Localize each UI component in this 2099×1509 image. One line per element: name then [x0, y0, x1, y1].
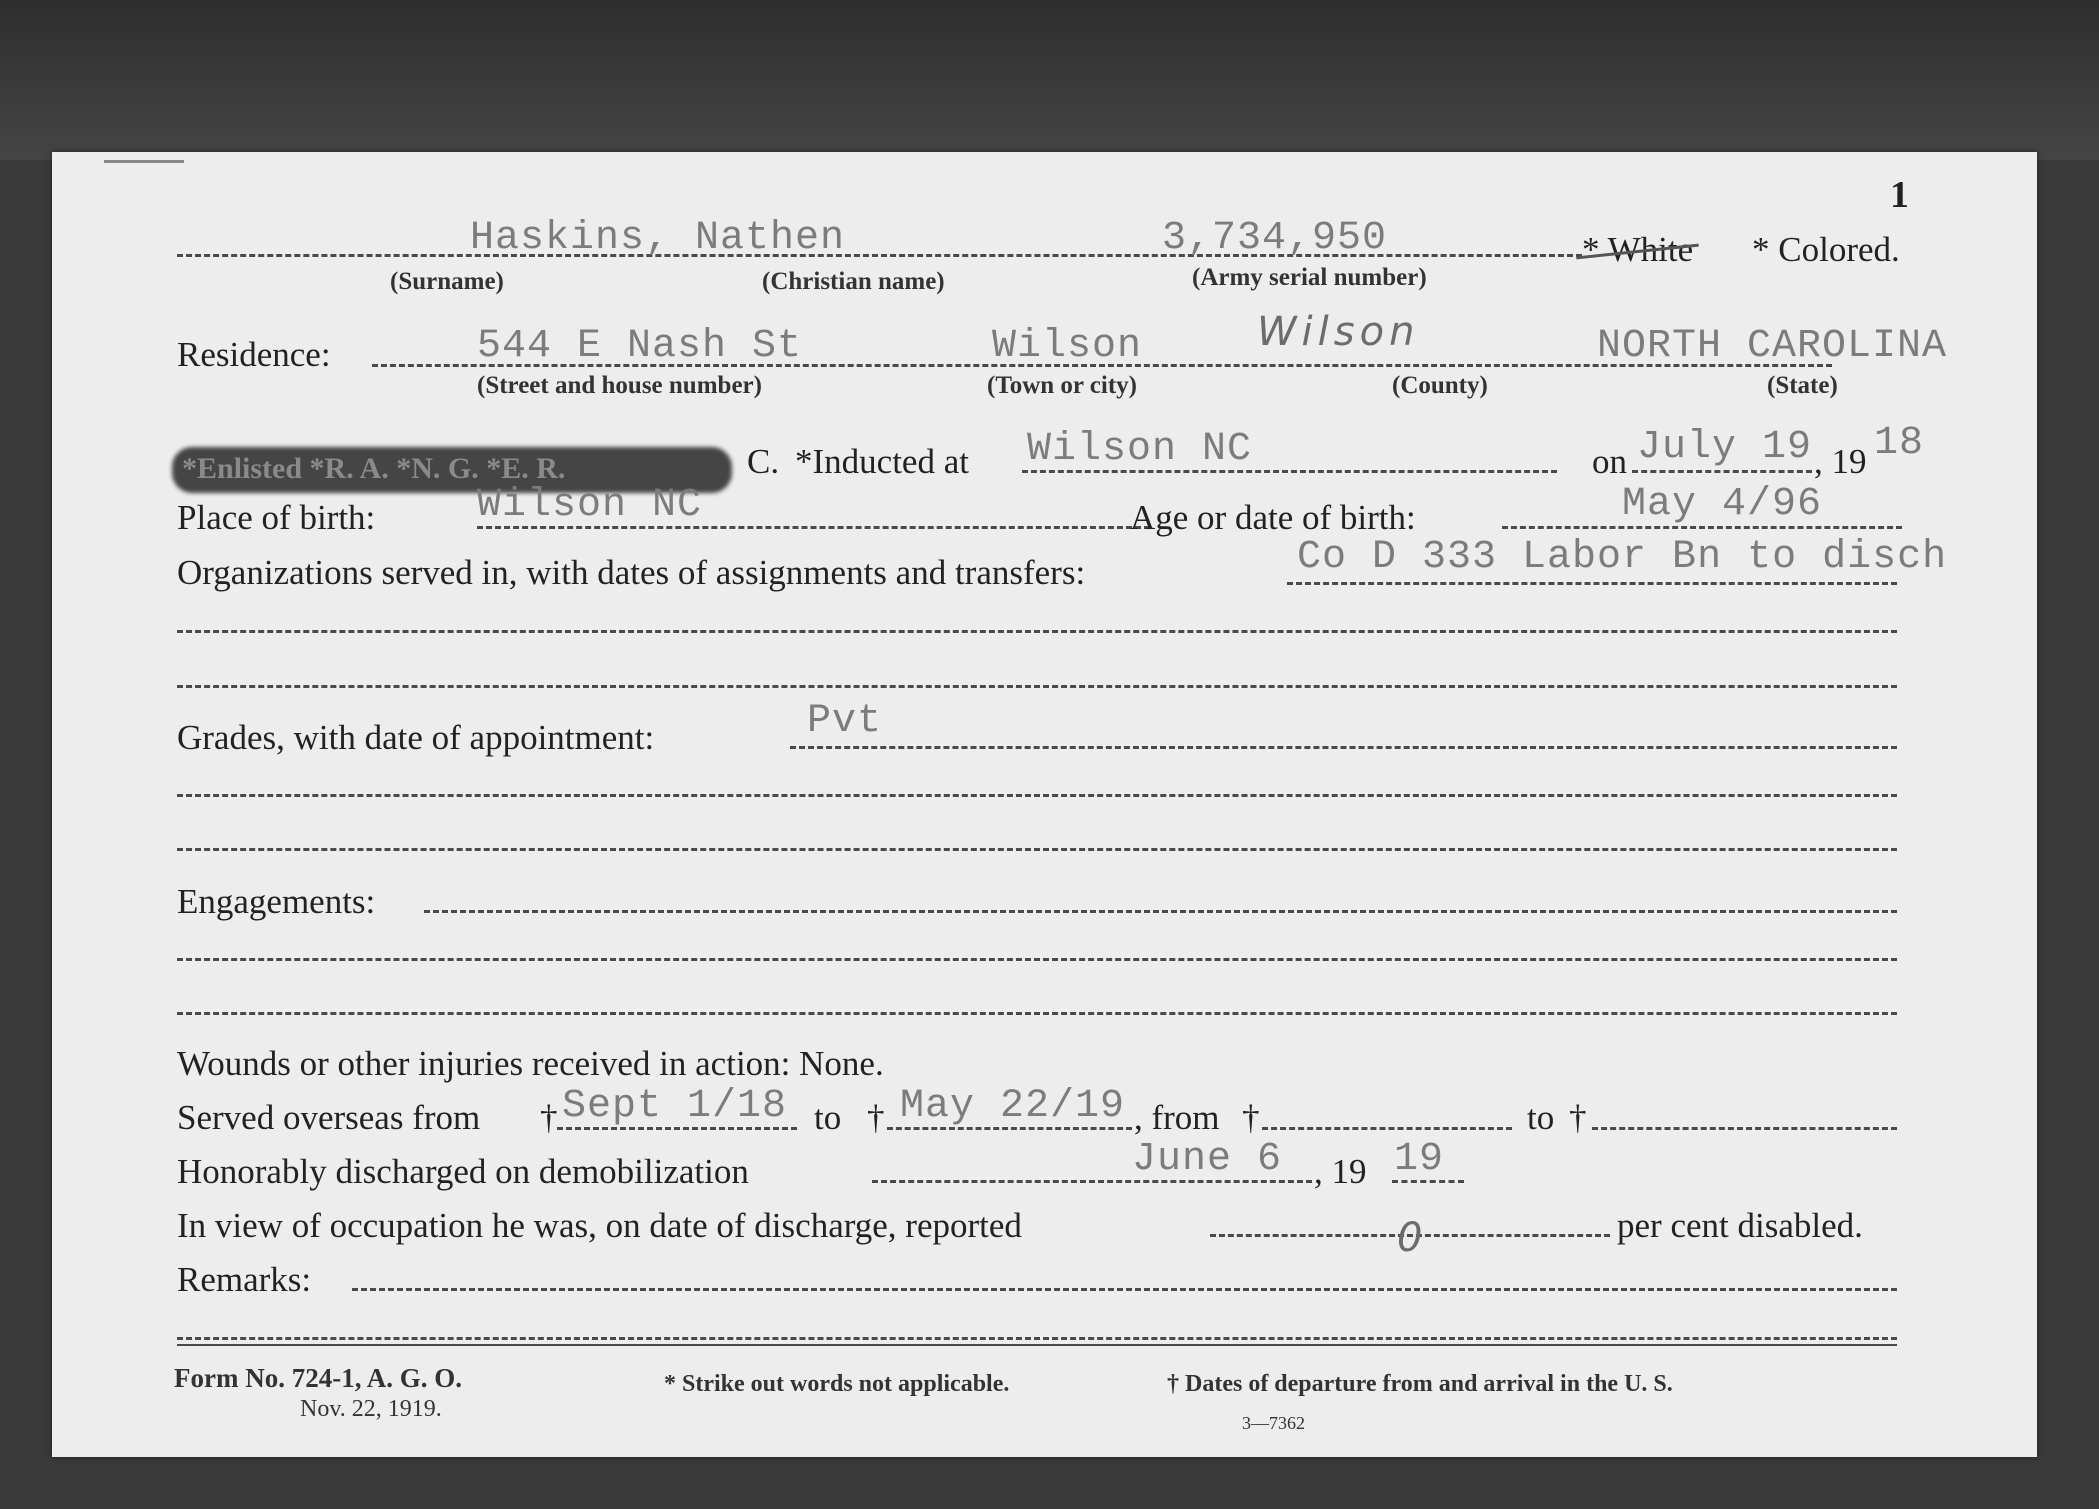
- organizations-line-1: [1287, 582, 1897, 585]
- grades-label: Grades, with date of appointment:: [177, 718, 655, 757]
- residence-county-value: Wilson: [1257, 309, 1420, 355]
- overseas-dagger-2: †: [867, 1098, 885, 1137]
- form-date: Nov. 22, 1919.: [300, 1396, 442, 1422]
- grades-line-1: [790, 746, 1897, 749]
- served-overseas-label: Served overseas from: [177, 1098, 481, 1137]
- scanner-background: [0, 0, 2099, 160]
- overseas-to2-label: to: [1527, 1098, 1555, 1137]
- engagements-label: Engagements:: [177, 882, 376, 921]
- struck-enlisted-label: *Enlisted *R. A. *N. G. *E. R.: [182, 452, 566, 485]
- residence-street-value: 544 E Nash St: [477, 324, 803, 369]
- bottom-rule: [177, 1344, 1897, 1346]
- caption-state: (State): [1767, 372, 1838, 399]
- engagements-line-2: [177, 958, 1897, 961]
- wounds-value: None.: [799, 1044, 884, 1083]
- inducted-year-prefix: , 19: [1814, 442, 1867, 481]
- caption-street: (Street and house number): [477, 372, 762, 399]
- form-number: Form No. 724-1, A. G. O.: [174, 1363, 462, 1393]
- caption-surname: (Surname): [390, 268, 504, 295]
- caption-county: (County): [1392, 372, 1488, 399]
- overseas-dagger-4: †: [1569, 1098, 1587, 1137]
- discharge-label: Honorably discharged on demobilization: [177, 1152, 749, 1191]
- inducted-at-label: *Inducted at: [795, 442, 969, 481]
- wounds-label: Wounds or other injuries received in action:: [177, 1044, 791, 1083]
- inducted-place-value: Wilson NC: [1027, 427, 1253, 472]
- organizations-label: Organizations served in, with dates of assignments and transfers:: [177, 553, 1086, 592]
- residence-state-value: NORTH CAROLINA: [1597, 324, 1948, 369]
- remarks-line-2: [177, 1337, 1897, 1340]
- grades-line-2: [177, 794, 1897, 797]
- birth-place-value: Wilson NC: [477, 483, 703, 528]
- overseas-from-date: Sept 1/18: [562, 1084, 788, 1129]
- overseas-dagger-3: †: [1242, 1098, 1260, 1137]
- organizations-line-2: [177, 630, 1897, 633]
- discharge-year-prefix: , 19: [1314, 1152, 1367, 1191]
- card-number: 1: [1890, 174, 1909, 216]
- grades-value: Pvt: [807, 699, 883, 744]
- serial-number-value: 3,734,950: [1162, 216, 1388, 261]
- overseas-to-date: May 22/19: [900, 1084, 1126, 1129]
- residence-label: Residence:: [177, 335, 331, 374]
- organizations-value: Co D 333 Labor Bn to disch: [1297, 535, 1948, 580]
- c-text: C.: [747, 442, 780, 481]
- disability-value: 0: [1397, 1215, 1428, 1261]
- discharge-date-value: June 6: [1132, 1137, 1283, 1182]
- birth-date-value: May 4/96: [1622, 482, 1823, 527]
- inducted-date-line: [1632, 470, 1812, 473]
- engagements-line-3: [177, 1012, 1897, 1015]
- remarks-label: Remarks:: [177, 1260, 312, 1299]
- on-label: on: [1592, 442, 1627, 481]
- disability-suffix: per cent disabled.: [1617, 1206, 1863, 1245]
- caption-town: (Town or city): [987, 372, 1137, 399]
- inducted-year-value: 18: [1874, 421, 1925, 466]
- overseas-from2-line: [1262, 1127, 1512, 1130]
- grades-line-3: [177, 848, 1897, 851]
- inducted-date-value: July 19: [1637, 425, 1813, 470]
- surname-christian-value: Haskins, Nathen: [470, 216, 846, 261]
- disability-label: In view of occupation he was, on date of discharge, reported: [177, 1206, 1022, 1245]
- engagements-line-1: [424, 910, 1897, 913]
- discharge-year-value: 19: [1394, 1137, 1445, 1182]
- remarks-line-1: [352, 1288, 1897, 1291]
- card-edge-mark: [104, 160, 184, 163]
- service-record-card: [52, 152, 2037, 1457]
- overseas-from2-label: , from: [1134, 1098, 1220, 1137]
- race-white-struck: * White: [1582, 230, 1694, 269]
- overseas-to2-line: [1592, 1127, 1897, 1130]
- caption-christian-name: (Christian name): [762, 268, 945, 295]
- place-of-birth-label: Place of birth:: [177, 498, 376, 537]
- overseas-to-label: to: [814, 1098, 842, 1137]
- race-colored: * Colored.: [1752, 230, 1900, 269]
- footnote-dates: † Dates of departure from and arrival in the U. S.: [1167, 1371, 1673, 1397]
- print-code: 3—7362: [1242, 1413, 1305, 1433]
- footnote-strike-out: * Strike out words not applicable.: [664, 1371, 1010, 1397]
- residence-town-value: Wilson: [992, 324, 1143, 369]
- caption-serial-number: (Army serial number): [1192, 264, 1427, 291]
- age-label: Age or date of birth:: [1130, 498, 1416, 537]
- overseas-dagger-1: †: [540, 1098, 558, 1137]
- organizations-line-3: [177, 685, 1897, 688]
